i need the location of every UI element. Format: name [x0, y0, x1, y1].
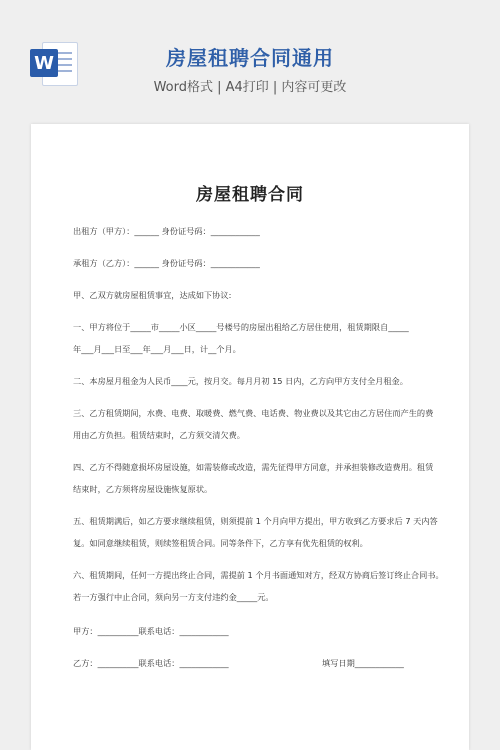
clause-6-line-1: 六、租赁期间，任何一方提出终止合同，需提前 1 个月书面通知对方，经双方协商后签订终止合同书。: [73, 570, 444, 580]
clause-4-line-1: 四、乙方不得随意损坏房屋设施，如需装修或改造，需先征得甲方同意，并承担装修改造费用。租赁: [73, 462, 434, 472]
clause-5-line-2: 复。如同意继续租赁，则续签租赁合同。同等条件下，乙方享有优先租赁的权利。: [73, 538, 368, 548]
clause-2: 二、本房屋月租金为人民币____元，按月交。每月月初 15 日内，乙方向甲方支付全月租金。: [73, 376, 408, 386]
party-b-signature: 乙方：__________联系电话：____________: [73, 658, 229, 668]
word-icon-letter: W: [30, 49, 58, 77]
page-subtitle: Word格式 | A4打印 | 内容可更改: [153, 80, 347, 95]
agreement-intro: 甲、乙双方就房屋租赁事宜，达成如下协议:: [73, 290, 232, 300]
fill-date: 填写日期____________: [322, 658, 404, 668]
page-header: [0, 0, 500, 122]
clause-5-line-1: 五、租赁期满后，如乙方要求继续租赁，则须提前 1 个月向甲方提出，甲方收到乙方要求后 7 天内答: [73, 516, 438, 526]
clause-3-line-2: 用由乙方负担。租赁结束时，乙方须交清欠费。: [73, 430, 245, 440]
party-a-signature: 甲方：__________联系电话：____________: [73, 626, 229, 636]
clause-6-line-2: 若一方强行中止合同，须向另一方支付违约金_____元。: [73, 592, 274, 602]
document-title: 房屋租聘合同: [196, 185, 304, 205]
clause-4-line-2: 结束时，乙方须将房屋设施恢复原状。: [73, 484, 213, 494]
lessee-line: 承租方（乙方）：______ 身份证号码：____________: [73, 258, 260, 268]
clause-3-line-1: 三、乙方租赁期间，水费、电费、取暖费、燃气费、电话费、物业费以及其它由乙方居住而产生的费: [73, 408, 434, 418]
clause-1-line-2: 年___月___日至___年___月___日，计__个月。: [73, 344, 241, 354]
document-page: [31, 124, 469, 750]
page-title: 房屋租聘合同通用: [166, 46, 334, 70]
clause-1-line-1: 一、甲方将位于_____市_____小区_____号楼号的房屋出租给乙方居住使用，租赁期限自_____: [73, 322, 409, 332]
lessor-line: 出租方（甲方）：______ 身份证号码：____________: [73, 226, 260, 236]
